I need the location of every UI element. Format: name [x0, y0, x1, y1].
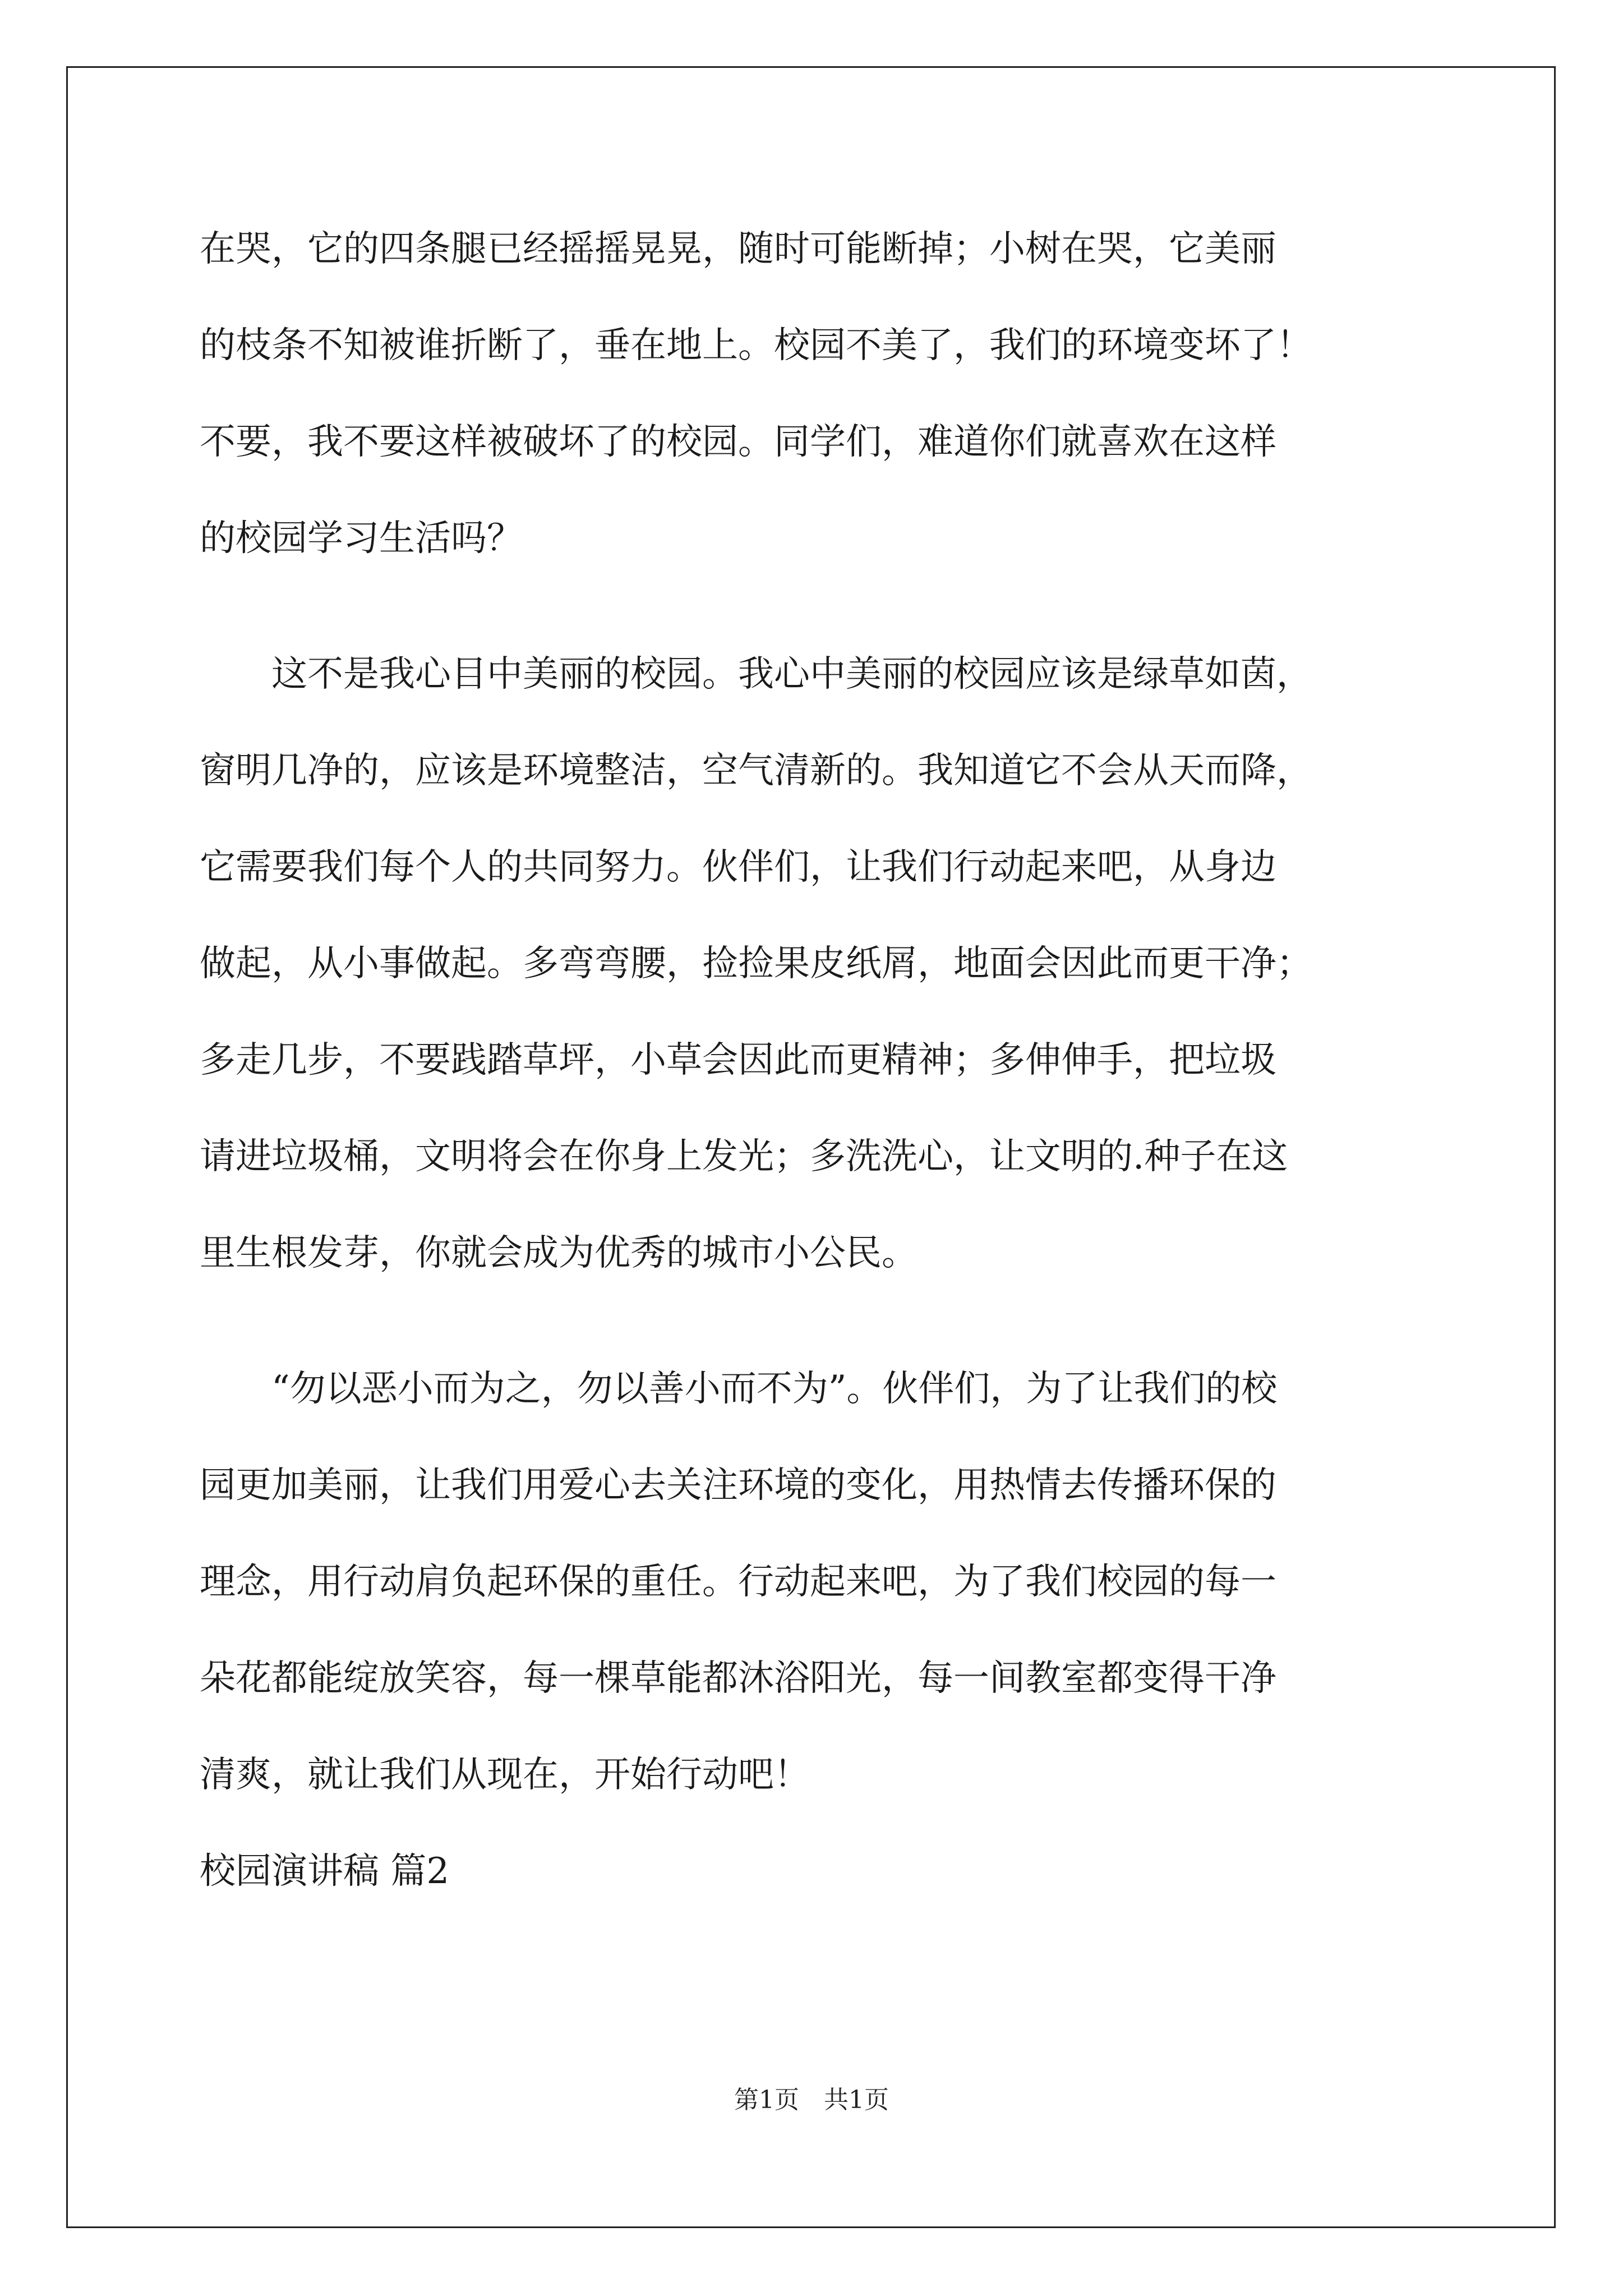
- text-line: 理念，用行动肩负起环保的重任。行动起来吧，为了我们校园的每一: [200, 1561, 1276, 1603]
- text-line: 清爽，就让我们从现在，开始行动吧！: [200, 1754, 810, 1796]
- text-line: “勿以恶小而为之，勿以善小而不为”。伙伴们，为了让我们的校: [200, 1368, 1278, 1410]
- text-line: 园更加美丽，让我们用爱心去关注环境的变化，用热情去传播环保的: [200, 1465, 1276, 1506]
- text-line: 在哭，它的四条腿已经摇摇晃晃，随时可能断掉；小树在哭，它美丽: [200, 228, 1276, 270]
- text-line: 不要，我不要这样被破坏了的校园。同学们，难道你们就喜欢在这样: [200, 421, 1276, 463]
- text-line: 做起，从小事做起。多弯弯腰，捡捡果皮纸屑，地面会因此而更干净；: [200, 943, 1312, 984]
- text-line: 它需要我们每个人的共同努力。伙伴们，让我们行动起来吧，从身边: [200, 846, 1276, 888]
- page-footer: 第1页 共1页: [734, 2086, 889, 2114]
- text-line: 的校园学习生活吗？: [200, 518, 523, 559]
- text-line: 窗明几净的，应该是环境整洁，空气清新的。我知道它不会从天而降，: [200, 750, 1312, 792]
- section-heading: 校园演讲稿 篇2: [200, 1851, 450, 1892]
- text-line: 请进垃圾桶，文明将会在你身上发光；多洗洗心，让文明的.种子在这: [200, 1136, 1288, 1177]
- text-line: 多走几步，不要践踏草坪，小草会因此而更精神；多伸伸手，把垃圾: [200, 1039, 1276, 1081]
- text-line: 里生根发芽，你就会成为优秀的城市小公民。: [200, 1232, 917, 1274]
- text-line: 朵花都能绽放笑容，每一棵草能都沐浴阳光，每一间教室都变得干净: [200, 1658, 1276, 1699]
- text-line: 这不是我心目中美丽的校园。我心中美丽的校园应该是绿草如茵，: [200, 654, 1312, 695]
- text-line: 的枝条不知被谁折断了，垂在地上。校园不美了，我们的环境变坏了！: [200, 325, 1312, 366]
